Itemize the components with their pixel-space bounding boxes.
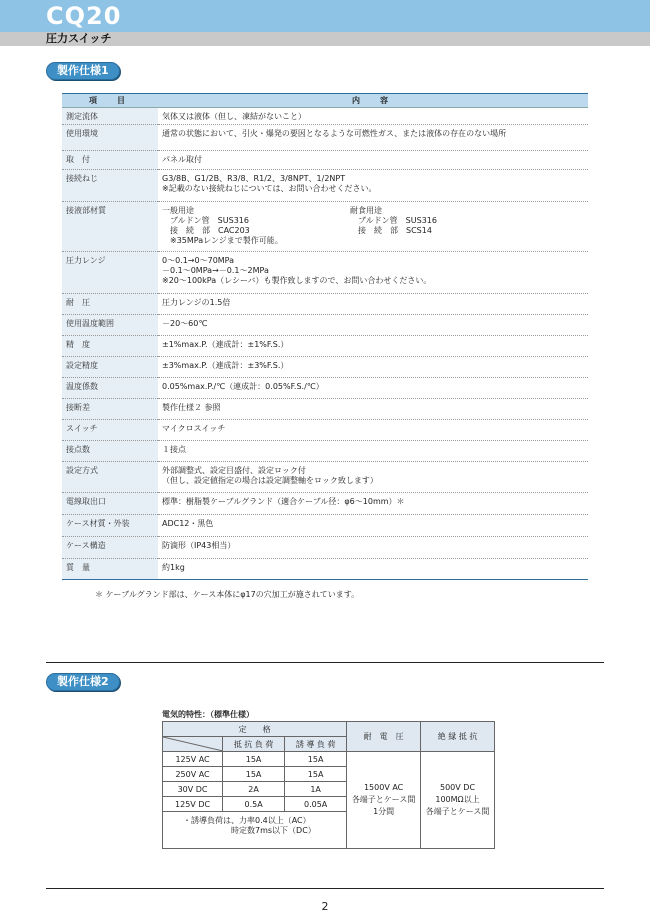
content-line: ※20～100kPa（レシーバ）も製作致しますので、お問い合わせください。 xyxy=(162,276,432,285)
content-line: 0～0.1→0～70MPa xyxy=(162,256,235,265)
spec1-content-cell xyxy=(158,151,588,170)
resistive-cell: 15A xyxy=(223,752,285,767)
elec-row xyxy=(163,752,495,767)
section1-footnote: ＊ ケーブルグランド部は、ケース本体にφ17の穴加工が施されています。 xyxy=(95,590,360,599)
spec1-row xyxy=(62,315,588,336)
spec1-item-cell: 精 度 xyxy=(62,336,158,357)
inductive-cell: 15A xyxy=(285,752,347,767)
spec1-row xyxy=(62,420,588,441)
content-line: １接点 xyxy=(162,445,186,454)
spec1-item-cell: 接断差 xyxy=(62,399,158,420)
content-line: 約1kg xyxy=(162,563,185,572)
page-subtitle: 圧力スイッチ xyxy=(46,32,112,45)
content-line: ADC12・黒色 xyxy=(162,519,214,528)
page-title: CQ20 xyxy=(46,2,122,30)
material-column-left xyxy=(162,206,350,246)
insulation-header: 絶 縁 抵 抗 xyxy=(421,722,495,752)
resistive-cell: 2A xyxy=(223,782,285,797)
content-line: ※35MPaレンジまで製作可能。 xyxy=(162,236,283,245)
spec1-item-cell: ケース材質・外装 xyxy=(62,515,158,537)
spec1-content-cell xyxy=(158,378,588,399)
content-line: 接 続 部 SCS14 xyxy=(350,226,432,235)
spec1-row xyxy=(62,378,588,399)
spec1-row xyxy=(62,515,588,537)
insulation-line: 100MΩ以上 xyxy=(435,795,480,804)
spec1-item-cell: ケース構造 xyxy=(62,537,158,559)
spec1-item-cell: 耐 圧 xyxy=(62,294,158,315)
spec1-row xyxy=(62,294,588,315)
spec1-item-cell: 圧力レンジ xyxy=(62,252,158,294)
spec1-row xyxy=(62,202,588,252)
spec1-item-cell: 質 量 xyxy=(62,559,158,580)
content-line: 標準：樹脂製ケーブルグランド（適合ケーブル径：φ6～10mm）＊ xyxy=(162,497,405,506)
footer-divider xyxy=(46,888,604,889)
spec1-item-cell: 接続ねじ xyxy=(62,170,158,202)
spec1-content-cell xyxy=(158,559,588,580)
spec1-item-cell: 使用環境 xyxy=(62,125,158,151)
spec1-content-cell xyxy=(158,420,588,441)
spec1-content-cell xyxy=(158,357,588,378)
spec1-item-cell: 取 付 xyxy=(62,151,158,170)
content-line: G3/8B、G1/2B、R3/8、R1/2、3/8NPT、1/2NPT xyxy=(162,174,346,183)
spec1-item-cell: 接点数 xyxy=(62,441,158,462)
material-column-right xyxy=(350,206,538,246)
content-line: ブルドン管 SUS316 xyxy=(350,216,437,225)
resistive-cell: 15A xyxy=(223,767,285,782)
spec1-item-cell: スイッチ xyxy=(62,420,158,441)
insulation-cell xyxy=(421,752,495,849)
content-line: 接 続 部 CAC203 xyxy=(162,226,250,235)
inductive-note xyxy=(163,812,347,849)
withstand-header: 耐 電 圧 xyxy=(347,722,421,752)
spec1-row xyxy=(62,559,588,580)
electrical-title: 電気的特性：（標準仕様） xyxy=(162,710,254,719)
spec1-content-cell xyxy=(158,537,588,559)
inductive-cell: 1A xyxy=(285,782,347,797)
content-line: ブルドン管 SUS316 xyxy=(162,216,249,225)
spec1-item-cell: 測定流体 xyxy=(62,108,158,125)
content-line: （但し、設定値指定の場合は設定調整軸をロック致します） xyxy=(162,476,378,485)
resistive-header: 抵 抗 負 荷 xyxy=(223,737,285,752)
spec1-row xyxy=(62,441,588,462)
content-line: 耐食用途 xyxy=(350,206,382,215)
insulation-line: 500V DC xyxy=(440,783,476,792)
content-line: 気体又は液体（但し、凍結がないこと） xyxy=(162,112,306,121)
voltage-cell: 125V AC xyxy=(163,752,223,767)
note-line: ・誘導負荷は、力率0.4以上（AC） xyxy=(183,816,311,825)
spec1-row xyxy=(62,399,588,420)
spec1-row xyxy=(62,336,588,357)
spec1-row xyxy=(62,493,588,515)
note-line: 時定数7ms以下（DC） xyxy=(183,826,316,835)
spec1-content-cell xyxy=(158,493,588,515)
material-columns xyxy=(162,206,584,246)
content-line: 通常の状態において、引火・爆発の要因となるような可燃性ガス、または液体の存在のない場所 xyxy=(162,129,507,138)
section-divider xyxy=(46,662,604,663)
content-line: 0.05%max.P./℃（連成計：0.05%F.S./℃） xyxy=(162,382,324,391)
spec1-content-cell xyxy=(158,441,588,462)
spec1-item-cell: 温度係数 xyxy=(62,378,158,399)
spec1-content-cell xyxy=(158,125,588,151)
content-line: 外部調整式、設定目盛付、設定ロック付 xyxy=(162,466,306,475)
withstand-line: 1分間 xyxy=(373,807,395,816)
section1-label: 製作仕様1 xyxy=(46,62,120,80)
withstand-line: 1500V AC xyxy=(363,783,404,792)
spec1-content-cell xyxy=(158,399,588,420)
content-line: パネル取付 xyxy=(162,155,202,164)
content-line: 防滴形（IP43相当） xyxy=(162,541,236,550)
section2-label: 製作仕様2 xyxy=(46,673,120,691)
insulation-line: 各端子とケース間 xyxy=(425,807,490,816)
resistive-cell: 0.5A xyxy=(223,797,285,812)
content-line: －20～60℃ xyxy=(162,319,208,328)
spec1-content-cell xyxy=(158,252,588,294)
inductive-cell: 15A xyxy=(285,767,347,782)
spec1-content-cell xyxy=(158,202,588,252)
content-line: 一般用途 xyxy=(162,206,194,215)
voltage-cell: 125V DC xyxy=(163,797,223,812)
spec1-content-cell xyxy=(158,315,588,336)
spec1-item-cell: 電線取出口 xyxy=(62,493,158,515)
diagonal-line xyxy=(163,737,223,751)
voltage-cell: 30V DC xyxy=(163,782,223,797)
spec1-table xyxy=(62,93,588,580)
content-line: ±1%max.P.（連成計：±1%F.S.） xyxy=(162,340,289,349)
rating-header: 定 格 xyxy=(163,722,347,737)
spec1-row xyxy=(62,537,588,559)
spec1-header-item: 項 目 xyxy=(62,94,158,108)
spec1-row xyxy=(62,252,588,294)
content-line: ※記載のない接続ねじについては、お問い合わせください。 xyxy=(162,184,377,193)
spec1-item-cell: 設定精度 xyxy=(62,357,158,378)
spec1-item-cell: 設定方式 xyxy=(62,462,158,493)
withstand-cell xyxy=(347,752,421,849)
spec1-content-cell xyxy=(158,108,588,125)
spec1-row xyxy=(62,125,588,151)
spec1-content-cell xyxy=(158,294,588,315)
spec1-content-cell xyxy=(158,336,588,357)
content-line: 製作仕様２ 参照 xyxy=(162,403,221,412)
spec1-row xyxy=(62,357,588,378)
spec1-row xyxy=(62,151,588,170)
spec1-item-cell: 接液部材質 xyxy=(62,202,158,252)
spec1-content-cell xyxy=(158,170,588,202)
spec1-row xyxy=(62,170,588,202)
inductive-cell: 0.05A xyxy=(285,797,347,812)
spec1-content-cell xyxy=(158,515,588,537)
spec1-header-row xyxy=(62,94,588,108)
spec1-header-content: 内 容 xyxy=(158,94,588,108)
content-line: ±3%max.P.（連成計：±3%F.S.） xyxy=(162,361,289,370)
content-line: マイクロスイッチ xyxy=(162,424,226,433)
withstand-line: 各端子とケース間 xyxy=(351,795,416,804)
page-number: 2 xyxy=(321,900,329,913)
spec1-row xyxy=(62,462,588,493)
voltage-cell: 250V AC xyxy=(163,767,223,782)
diagonal-header-cell xyxy=(163,737,223,752)
electrical-table xyxy=(162,721,495,849)
content-line: 圧力レンジの1.5倍 xyxy=(162,298,231,307)
inductive-header: 誘 導 負 荷 xyxy=(285,737,347,752)
spec1-content-cell xyxy=(158,462,588,493)
spec1-row xyxy=(62,108,588,125)
spec1-item-cell: 使用温度範囲 xyxy=(62,315,158,336)
content-line: －0.1～0MPa→－0.1～2MPa xyxy=(162,266,269,275)
